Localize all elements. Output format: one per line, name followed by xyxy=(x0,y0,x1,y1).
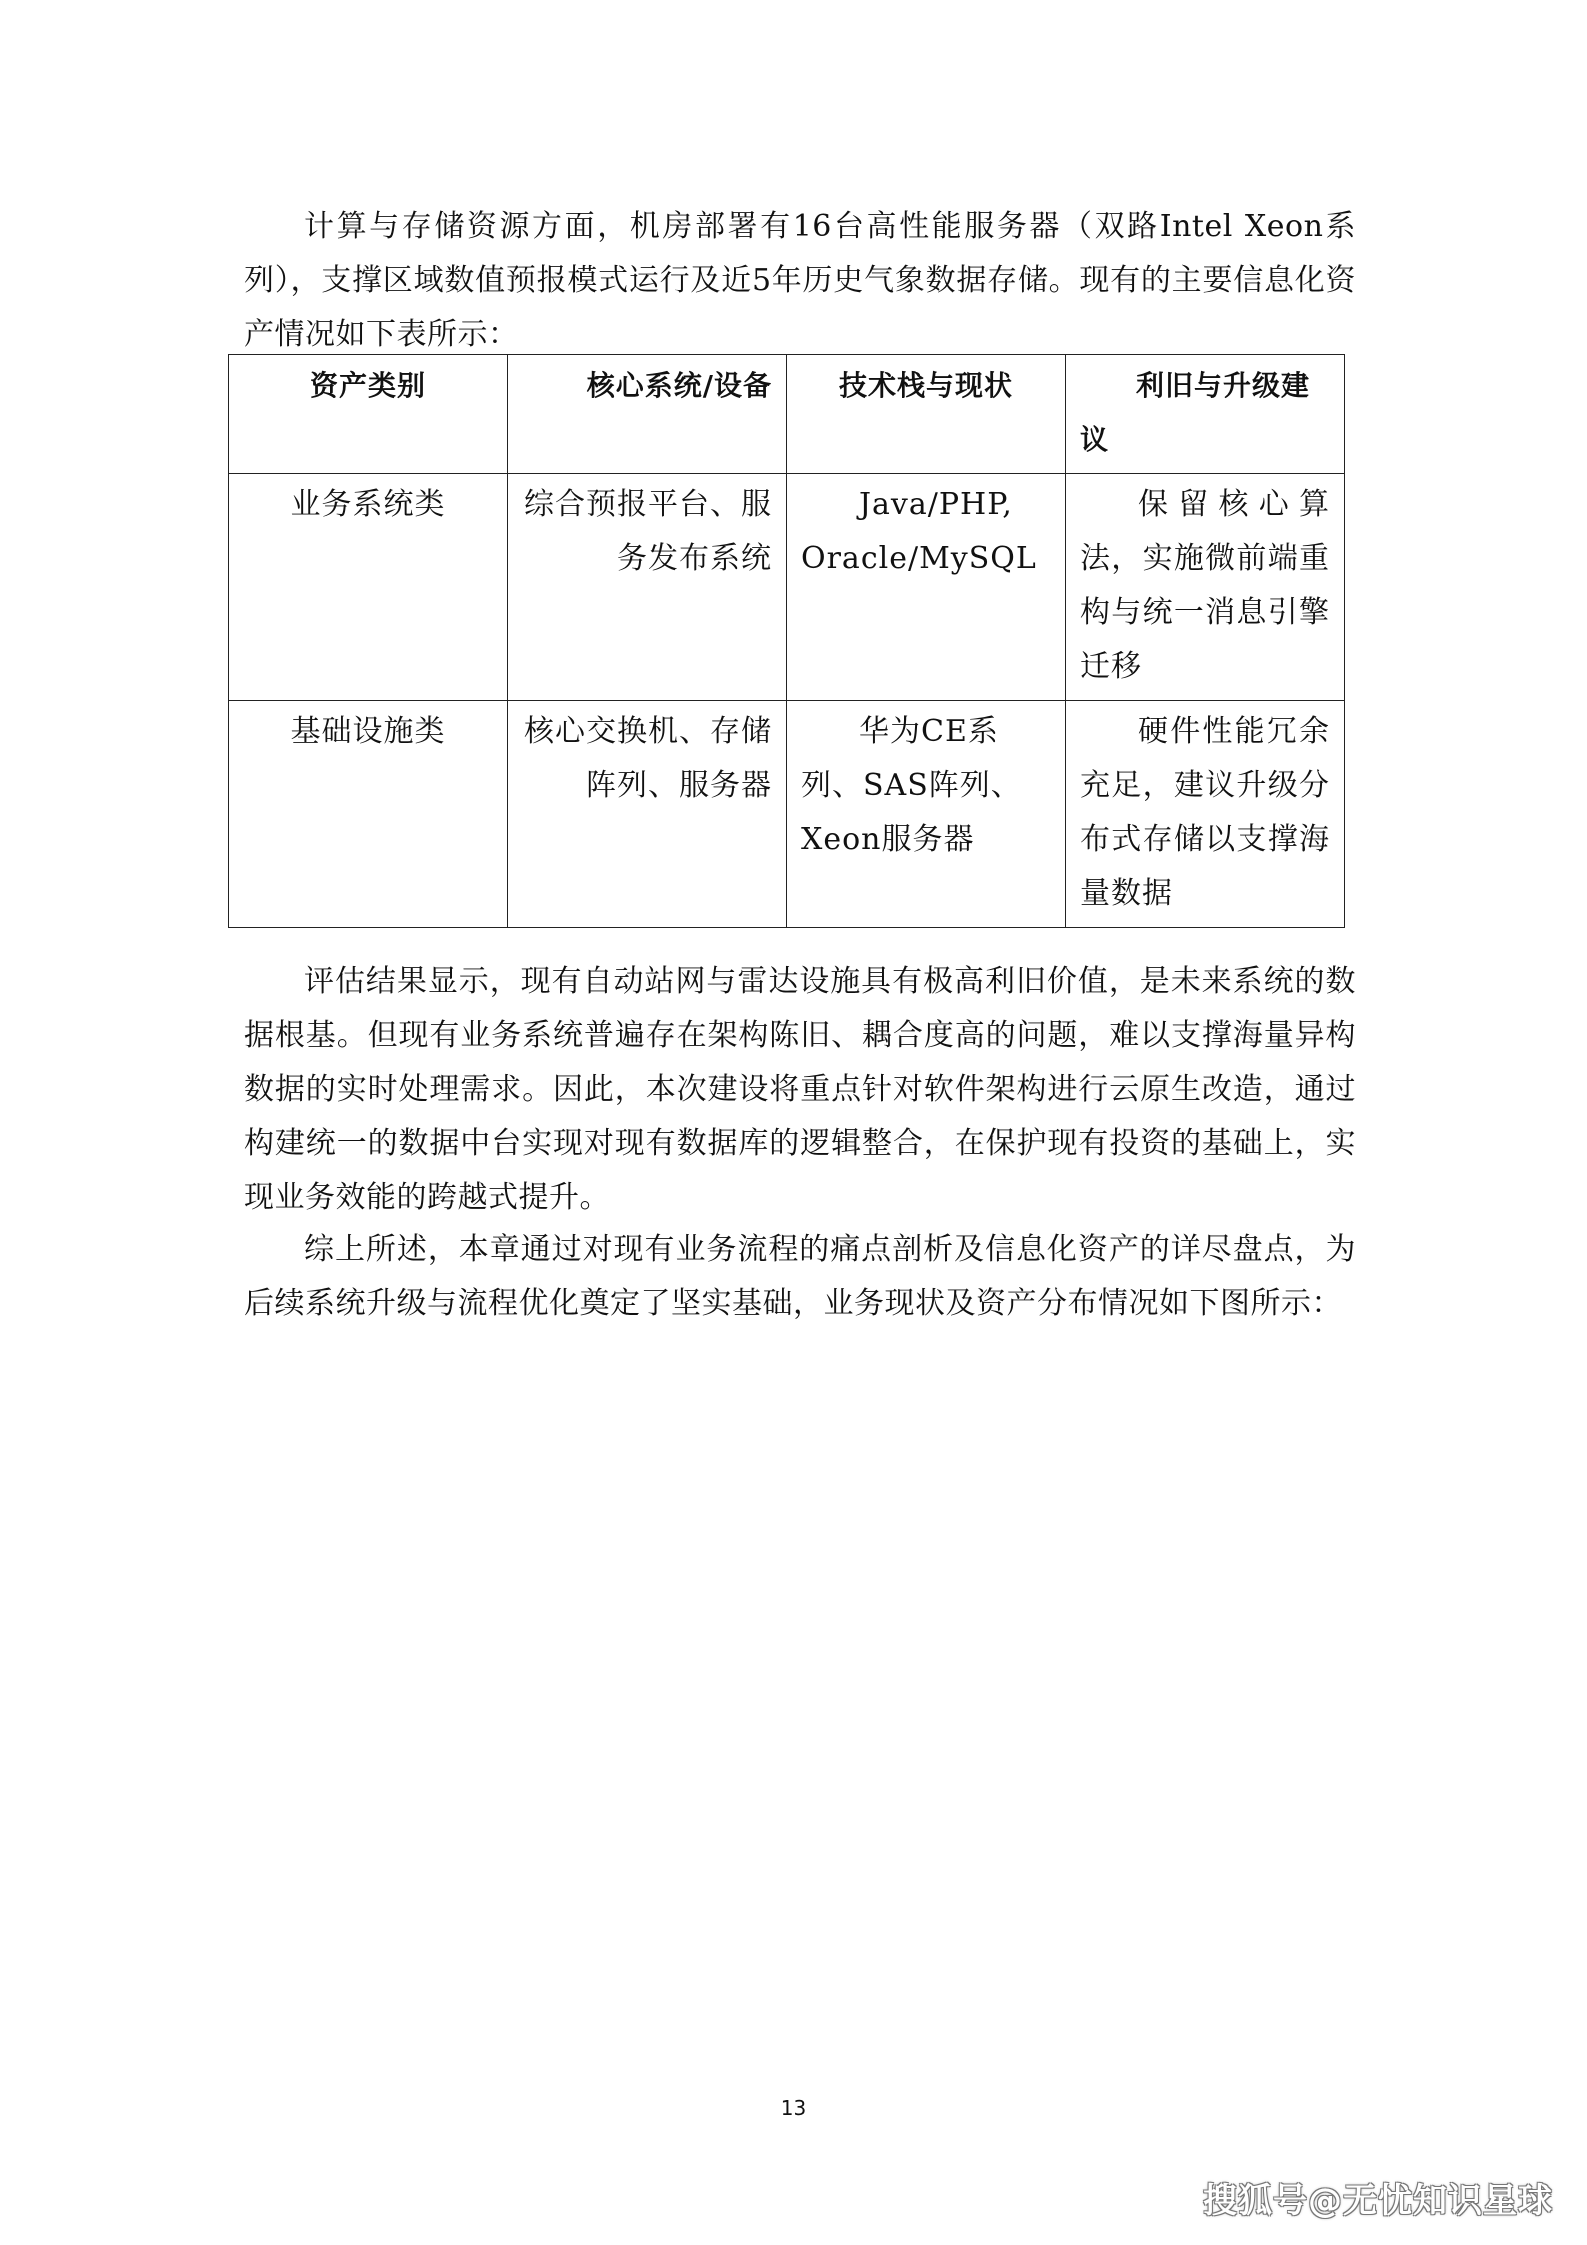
table-row xyxy=(229,474,1345,701)
asset-table xyxy=(228,354,1345,928)
cell-upgrade-advice: 保留核心算法，实施微前端重构与统一消息引擎迁移 xyxy=(1066,474,1345,701)
watermark-text: 搜狐号@无忧知识星球 xyxy=(1203,2181,1553,2221)
table-header-row xyxy=(229,355,1345,474)
cell-tech-stack: 华为CE系列、SAS阵列、Xeon服务器 xyxy=(787,701,1066,928)
table-row xyxy=(229,701,1345,928)
assessment-paragraph: 评估结果显示，现有自动站网与雷达设施具有极高利旧价值，是未来系统的数据根基。但现有业务系统普遍存在架构陈旧、耦合度高的问题，难以支撑海量异构数据的实时处理需求。因此，本次建设将重点针对软件架构进行云原生改造，通过构建统一的数据中台实现对现有数据库的逻辑整合，在保护现有投资的基础上，实现业务效能的跨越式提升。 xyxy=(244,964,1356,1215)
header-asset-category: 资产类别 xyxy=(229,355,508,474)
cell-asset-category: 基础设施类 xyxy=(229,701,508,928)
header-upgrade-advice: 利旧与升级建议 xyxy=(1066,355,1345,474)
summary-paragraph: 综上所述，本章通过对现有业务流程的痛点剖析及信息化资产的详尽盘点，为后续系统升级与流程优化奠定了坚实基础，业务现状及资产分布情况如下图所示： xyxy=(244,1232,1356,1321)
cell-asset-category: 业务系统类 xyxy=(229,474,508,701)
intro-paragraph: 计算与存储资源方面，机房部署有16台高性能服务器（双路Intel Xeon系列），支撑区域数值预报模式运行及近5年历史气象数据存储。现有的主要信息化资产情况如下表所示： xyxy=(244,209,1356,352)
page-number: 13 xyxy=(780,2096,807,2120)
cell-core-system: 核心交换机、存储阵列、服务器 xyxy=(508,701,787,928)
cell-core-system: 综合预报平台、服务发布系统 xyxy=(508,474,787,701)
cell-tech-stack: Java/PHP, Oracle/MySQL xyxy=(787,474,1066,701)
cell-upgrade-advice: 硬件性能冗余充足，建议升级分布式存储以支撑海量数据 xyxy=(1066,701,1345,928)
header-tech-stack: 技术栈与现状 xyxy=(787,355,1066,474)
header-core-system: 核心系统/设备 xyxy=(508,355,787,474)
